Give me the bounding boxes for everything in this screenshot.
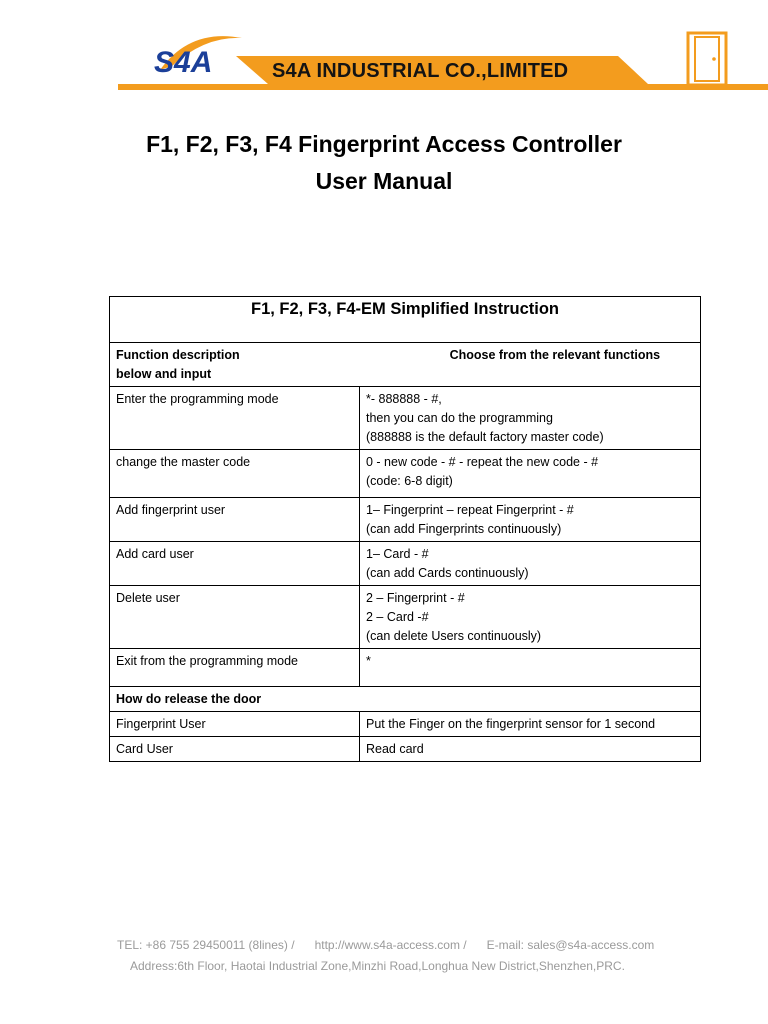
table-row bbox=[110, 450, 701, 498]
input-cell bbox=[360, 450, 701, 498]
input-line: then you can do the programming bbox=[366, 411, 553, 425]
table-row bbox=[110, 542, 701, 586]
input-line: (code: 6-8 digit) bbox=[366, 474, 453, 488]
user-cell: Fingerprint User bbox=[110, 712, 360, 737]
input-line: 1– Fingerprint – repeat Fingerprint - # bbox=[366, 503, 574, 517]
table-caption: F1, F2, F3, F4-EM Simplified Instruction bbox=[110, 297, 701, 343]
input-line: (can delete Users continuously) bbox=[366, 629, 542, 643]
input-line: 2 – Card -# bbox=[366, 610, 429, 624]
header-choose-functions: Choose from the relevant functions below and input bbox=[116, 348, 661, 381]
input-cell bbox=[360, 542, 701, 586]
input-line: * bbox=[366, 654, 371, 668]
input-line: (can add Fingerprints continuously) bbox=[366, 522, 562, 536]
input-cell bbox=[360, 387, 701, 450]
input-line: (888888 is the default factory master code) bbox=[366, 430, 604, 444]
action-cell: Read card bbox=[360, 737, 701, 762]
manual-subtitle: User Manual bbox=[315, 168, 453, 194]
footer-address: Address:6th Floor, Haotai Industrial Zone,Minzhi Road,Longhua New District,Shenzhen,PRC. bbox=[130, 959, 625, 973]
page-header bbox=[0, 0, 768, 100]
user-cell: Card User bbox=[110, 737, 360, 762]
release-heading: How do release the door bbox=[110, 687, 701, 712]
action-cell: Put the Finger on the fingerprint sensor for 1 second bbox=[360, 712, 701, 737]
input-line: *- 888888 - #, bbox=[366, 392, 442, 406]
input-cell bbox=[360, 586, 701, 649]
instruction-table bbox=[109, 296, 701, 762]
table-row bbox=[110, 712, 701, 737]
input-cell bbox=[360, 649, 701, 687]
function-cell: Add card user bbox=[110, 542, 360, 586]
footer-email[interactable]: E-mail: sales@s4a-access.com bbox=[486, 938, 655, 952]
logo-text: S4A bbox=[154, 46, 213, 79]
function-cell: Delete user bbox=[110, 586, 360, 649]
function-cell: Exit from the programming mode bbox=[110, 649, 360, 687]
release-heading-row bbox=[110, 687, 701, 712]
company-name: S4A INDUSTRIAL CO.,LIMITED bbox=[272, 60, 569, 82]
door-icon bbox=[686, 31, 730, 87]
table-row bbox=[110, 737, 701, 762]
footer-tel: TEL: +86 755 29450011 (8lines) / bbox=[117, 938, 295, 952]
function-cell: Add fingerprint user bbox=[110, 498, 360, 542]
input-line: 1– Card - # bbox=[366, 547, 429, 561]
input-line: 2 – Fingerprint - # bbox=[366, 591, 465, 605]
manual-title bbox=[0, 131, 768, 158]
function-cell: change the master code bbox=[110, 450, 360, 498]
table-row bbox=[110, 498, 701, 542]
input-line: (can add Cards continuously) bbox=[366, 566, 529, 580]
footer-website[interactable]: http://www.s4a-access.com / bbox=[314, 938, 467, 952]
table-header-row bbox=[110, 343, 701, 387]
input-line: 0 - new code - # - repeat the new code - # bbox=[366, 455, 599, 469]
table-row bbox=[110, 586, 701, 649]
table-row bbox=[110, 387, 701, 450]
input-cell bbox=[360, 498, 701, 542]
footer-contact bbox=[117, 938, 654, 952]
function-cell: Enter the programming mode bbox=[110, 387, 360, 450]
table-row bbox=[110, 649, 701, 687]
table-header-cell bbox=[110, 343, 701, 387]
header-function-description: Function description bbox=[116, 348, 240, 362]
manual-title-line1: F1, F2, F3, F4 Fingerprint Access Controller bbox=[146, 131, 622, 157]
